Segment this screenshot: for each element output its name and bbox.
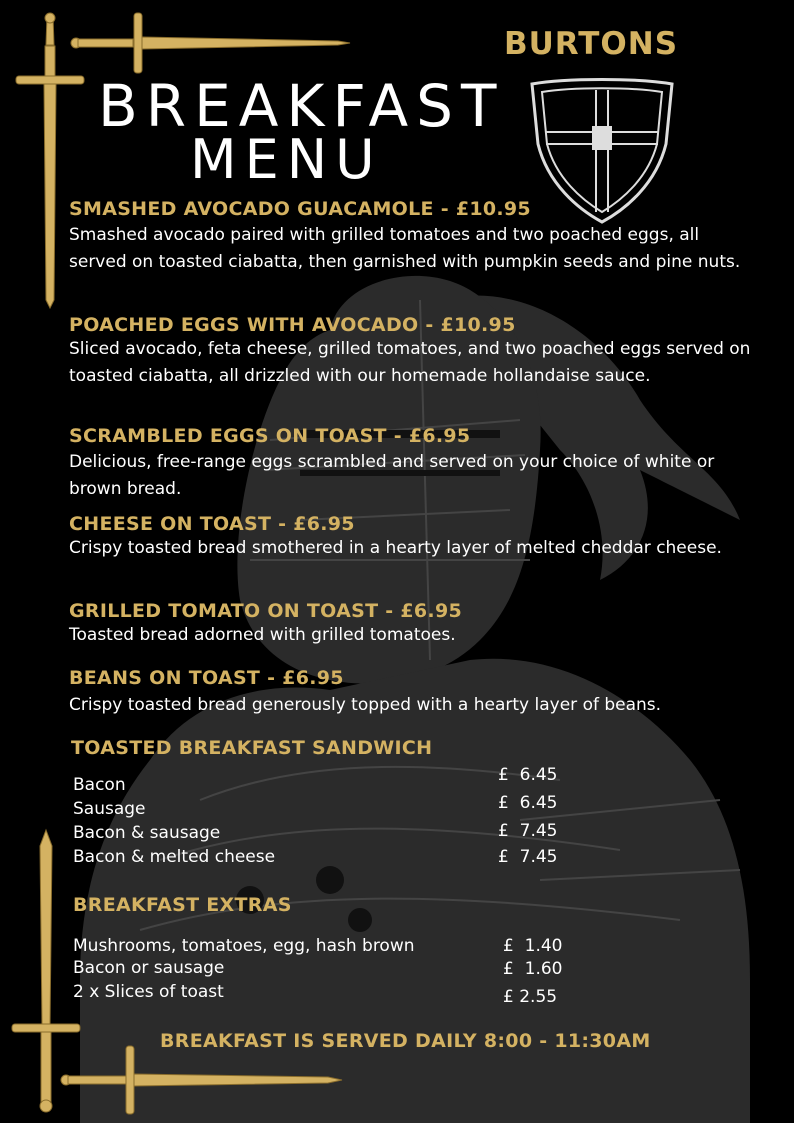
sandwich-name: Bacon & sausage (73, 823, 221, 843)
extras-name: 2 x Slices of toast (73, 982, 224, 1002)
menu-item-description: Crispy toasted bread generously topped with a hearty layer of beans. (69, 695, 662, 715)
page-title-line1: BREAKFAST (98, 72, 505, 140)
menu-item-description: Crispy toasted bread smothered in a hearty layer of melted cheddar cheese. (69, 538, 722, 558)
sandwich-price: £ 6.45 (498, 793, 558, 813)
menu-item (69, 425, 759, 503)
sandwich-heading: TOASTED BREAKFAST SANDWICH (71, 737, 433, 759)
menu-item (69, 667, 759, 719)
menu-item-description: Toasted bread adorned with grilled tomatoes. (69, 625, 456, 645)
menu-item-description: Smashed avocado paired with grilled tomatoes and two poached eggs, all served on toasted ciabatta, then garnished with pumpkin seeds and pine nuts. (69, 225, 741, 272)
menu-item-heading: SMASHED AVOCADO GUACAMOLE - £10.95 (69, 198, 531, 220)
menu-item (69, 314, 759, 390)
extras-name: Bacon or sausage (73, 958, 225, 978)
extras-heading: BREAKFAST EXTRAS (73, 894, 292, 916)
menu-item (69, 600, 759, 649)
sandwich-price: £ 7.45 (498, 847, 558, 867)
menu-item-heading: BEANS ON TOAST - £6.95 (69, 667, 344, 689)
menu-item-heading: GRILLED TOMATO ON TOAST - £6.95 (69, 600, 462, 622)
menu-item-description: Sliced avocado, feta cheese, grilled tomatoes, and two poached eggs served on toasted ciabatta, all drizzled with our homemade hollandaise sauce. (69, 339, 751, 386)
sword-icon (68, 8, 358, 78)
extras-price: £ 1.60 (503, 959, 563, 979)
page-title-line2: MENU (190, 128, 383, 191)
service-hours: BREAKFAST IS SERVED DAILY 8:00 - 11:30AM (160, 1030, 651, 1052)
extras-price: £ 2.55 (503, 987, 558, 1007)
brand-name: BURTONS (504, 26, 679, 62)
menu-item-heading: CHEESE ON TOAST - £6.95 (69, 513, 355, 535)
menu-item-heading: POACHED EGGS WITH AVOCADO - £10.95 (69, 314, 516, 336)
sandwich-name: Bacon & melted cheese (73, 847, 276, 867)
sandwich-price: £ 7.45 (498, 821, 558, 841)
sword-icon (60, 1040, 350, 1120)
menu-item (69, 513, 759, 562)
menu-item (69, 198, 759, 276)
menu-item-heading: SCRAMBLED EGGS ON TOAST - £6.95 (69, 425, 471, 447)
menu-item-description: Delicious, free-range eggs scrambled and served on your choice of white or brown bread. (69, 452, 715, 499)
extras-name: Mushrooms, tomatoes, egg, hash brown (73, 936, 415, 956)
extras-price: £ 1.40 (503, 936, 563, 956)
sandwich-price: £ 6.45 (498, 765, 558, 785)
sandwich-name: Sausage (73, 799, 146, 819)
sandwich-name: Bacon (73, 775, 126, 795)
